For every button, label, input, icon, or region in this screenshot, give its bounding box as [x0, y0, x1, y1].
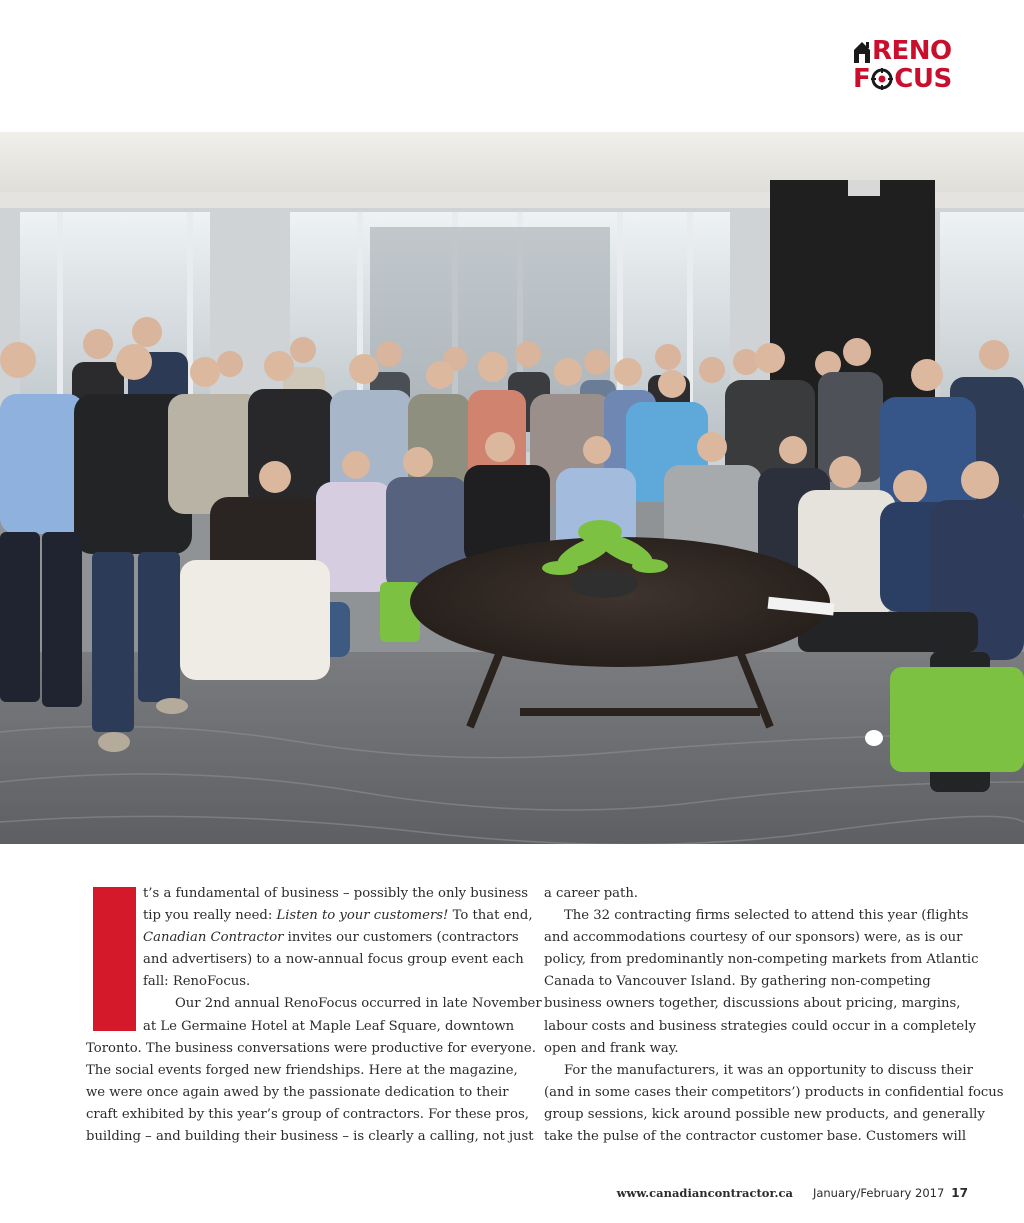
- article-line: and accommodations courtesy of our sponsors) were, as is our: [544, 930, 963, 946]
- article-line: Toronto. The business conversations were productive for everyone.: [86, 1040, 536, 1056]
- article-line: For the manufacturers, it was an opportunity to discuss their: [564, 1062, 973, 1078]
- logo-focus-cus: CUS: [894, 64, 952, 94]
- article-line: (and in some cases their competitors’) products in confidential focus: [544, 1084, 1004, 1100]
- article-line: policy, from predominantly non-competing markets from Atlantic: [544, 952, 979, 968]
- article-line: business owners together, discussions about pricing, margins,: [544, 996, 961, 1012]
- renofocus-logo: [853, 38, 968, 94]
- logo-bottom-row: [853, 66, 952, 92]
- article-line: group sessions, kick around possible new products, and generally: [544, 1106, 985, 1122]
- target-icon: [871, 68, 893, 90]
- group-photo-illustration: [0, 132, 1024, 844]
- article-line: The social events forged new friendships. Here at the magazine,: [86, 1062, 518, 1078]
- logo-reno-text: RENO: [872, 36, 952, 66]
- article-line: building – and building their business – is clearly a calling, not just: [86, 1129, 534, 1145]
- page-number: 17: [951, 1186, 968, 1200]
- article-column-right: [544, 883, 1004, 1148]
- article-line: The 32 contracting firms selected to attend this year (flights: [564, 908, 969, 924]
- article-line: and advertisers) to a now-annual focus group event each: [143, 952, 524, 968]
- house-icon: [853, 39, 871, 63]
- article-line: fall: RenoFocus.: [143, 974, 251, 990]
- article-line: we were once again awed by the passionate dedication to their: [86, 1084, 509, 1100]
- article-column-left: [86, 883, 542, 1148]
- article-line: craft exhibited by this year’s group of contractors. For these pros,: [86, 1106, 529, 1122]
- logo-focus-f: F: [853, 64, 871, 94]
- article-line: tip you really need: Listen to your customers! To that end,: [143, 908, 533, 924]
- article-line: Canadian Contractor invites our customers (contractors: [143, 930, 519, 946]
- footer-issue-group: [813, 1186, 968, 1200]
- footer-issue: January/February 2017: [812, 1186, 945, 1200]
- article-line: at Le Germaine Hotel at Maple Leaf Square, downtown: [143, 1018, 515, 1034]
- article-line: labour costs and business strategies could occur in a completely: [544, 1018, 976, 1034]
- article-line: open and frank way.: [544, 1040, 679, 1056]
- group-photo: [0, 132, 1024, 844]
- article-line: a career path.: [544, 886, 638, 901]
- article-line: take the pulse of the contractor customer base. Customers will: [544, 1129, 967, 1145]
- footer-url[interactable]: www.canadiancontractor.ca: [616, 1186, 793, 1200]
- article-line: Canada to Vancouver Island. By gathering non-competing: [544, 974, 931, 990]
- article-line: t’s a fundamental of business – possibly the only business: [143, 886, 529, 901]
- page-footer: [617, 1186, 968, 1200]
- logo-top-row: [853, 38, 952, 64]
- article-line: Our 2nd annual RenoFocus occurred in late November: [175, 996, 542, 1012]
